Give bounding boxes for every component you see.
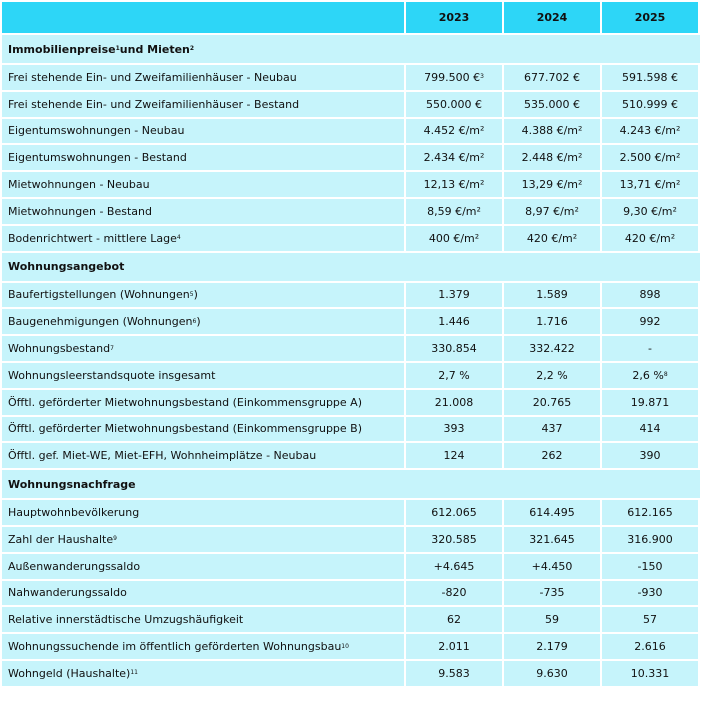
value-text: 321.645: [529, 532, 575, 546]
table-row: [2, 500, 702, 527]
value-cell: [504, 145, 602, 172]
value-cell: [406, 634, 504, 661]
row-label-text: Bodenrichtwert - mittlere Lage: [8, 231, 177, 245]
row-label: [2, 363, 406, 390]
value-cell: [504, 554, 602, 581]
value-cell: [602, 65, 700, 92]
value-text: 677.702 €: [524, 70, 580, 84]
value-text: 550.000 €: [426, 97, 482, 111]
row-label-suffix: ): [193, 288, 198, 302]
value-text: 262: [541, 449, 563, 463]
value-cell: [406, 554, 504, 581]
value-cell: [602, 661, 700, 688]
row-label: [2, 390, 406, 417]
value-text: 400 €/m²: [428, 231, 480, 245]
value-cell: [504, 390, 602, 417]
value-cell: [406, 607, 504, 634]
row-label: [2, 607, 406, 634]
row-label-text: Zahl der Haushalte: [8, 532, 114, 546]
row-label-text: Hauptwohnbevölkerung: [8, 506, 140, 520]
value-cell: [602, 417, 700, 444]
value-cell: [504, 417, 602, 444]
value-text: 2,2 %: [536, 368, 568, 382]
table-row: [2, 443, 702, 470]
value-cell: [504, 283, 602, 310]
value-text: 10.331: [630, 666, 670, 680]
table-header-row: [2, 2, 702, 35]
row-label-text: Frei stehende Ein- und Zweifamilienhäuser - Bestand: [8, 97, 300, 111]
value-text: -: [648, 342, 652, 356]
year-2025-header: 2025: [602, 2, 700, 35]
table-row: [2, 363, 702, 390]
value-cell: [504, 581, 602, 608]
row-label: [2, 500, 406, 527]
value-cell: [406, 226, 504, 253]
value-text: 414: [639, 422, 661, 436]
value-cell: [602, 634, 700, 661]
row-label: Baufertigstellungen (Wohnungen 5 ): [2, 283, 406, 310]
value-text: 13,29 €/m²: [521, 178, 583, 192]
value-cell: [602, 119, 700, 146]
value-cell: [504, 92, 602, 119]
row-label-text: Öfftl. geförderter Mietwohnungsbestand (Einkommensgruppe A): [8, 395, 362, 409]
table-row: [2, 226, 702, 253]
value-cell: [406, 145, 504, 172]
value-cell: [504, 500, 602, 527]
value-text: 1.446: [438, 315, 470, 329]
value-text: 2.500 €/m²: [619, 151, 681, 165]
value-text: 19.871: [630, 395, 670, 409]
table-row: [2, 417, 702, 444]
value-text: 4.452 €/m²: [423, 124, 485, 138]
row-label-text: Eigentumswohnungen - Bestand: [8, 151, 187, 165]
value-text: 124: [443, 449, 465, 463]
row-label-text: Baufertigstellungen (Wohnungen: [8, 288, 190, 302]
value-cell: [602, 554, 700, 581]
value-cell: [406, 172, 504, 199]
row-label: Zahl der Haushalte 9: [2, 527, 406, 554]
row-label-text: Öfftl. gef. Miet-WE, Miet-EFH, Wohnheimplätze - Neubau: [8, 449, 317, 463]
value-cell: [406, 92, 504, 119]
row-label-text: Baugenehmigungen (Wohnungen: [8, 315, 193, 329]
row-label: Bodenrichtwert - mittlere Lage 4: [2, 226, 406, 253]
value-cell: [504, 634, 602, 661]
value-text: 1.589: [536, 288, 568, 302]
row-label-suffix: ): [196, 315, 201, 329]
value-cell: [504, 661, 602, 688]
section-title: [2, 470, 702, 500]
value-text: 612.065: [431, 506, 477, 520]
value-text: 1.379: [438, 288, 470, 302]
table-row: [2, 92, 702, 119]
value-text: 4.243 €/m²: [619, 124, 681, 138]
value-cell: [504, 607, 602, 634]
value-cell: [602, 172, 700, 199]
row-label: [2, 92, 406, 119]
value-cell: [504, 363, 602, 390]
value-cell: [602, 607, 700, 634]
row-label-text: Öfftl. geförderter Mietwohnungsbestand (Einkommensgruppe B): [8, 422, 363, 436]
value-text: 8,59 €/m²: [427, 204, 481, 218]
value-text: 57: [643, 613, 657, 627]
value-cell: [406, 283, 504, 310]
row-label: [2, 145, 406, 172]
table-row: [2, 554, 702, 581]
value-text: 535.000 €: [524, 97, 580, 111]
value-text: -735: [539, 586, 565, 600]
value-cell: [504, 65, 602, 92]
value-text: 9.630: [536, 666, 568, 680]
table-row: [2, 390, 702, 417]
value-text: 393: [443, 422, 465, 436]
value-cell: [504, 119, 602, 146]
section-header-row: [2, 35, 702, 65]
value-cell: [602, 199, 700, 226]
value-text: 2.434 €/m²: [423, 151, 485, 165]
section-header-row: [2, 253, 702, 283]
table-row: [2, 199, 702, 226]
value-text: 2,7 %: [438, 368, 470, 382]
value-text: 2.179: [536, 640, 568, 654]
value-cell: 2,6 % 8: [602, 363, 700, 390]
value-text: -820: [441, 586, 467, 600]
value-cell: [406, 390, 504, 417]
row-label: [2, 581, 406, 608]
housing-data-table: [2, 2, 702, 688]
table-row: [2, 172, 702, 199]
value-cell: [504, 336, 602, 363]
row-label: Baugenehmigungen (Wohnungen 6 ): [2, 309, 406, 336]
value-text: 898: [639, 288, 661, 302]
value-text: 2,6 %: [632, 368, 664, 382]
row-label: Wohnungsbestand 7: [2, 336, 406, 363]
row-label: Wohnungssuchende im öffentlich geförderten Wohnungsbau 10: [2, 634, 406, 661]
value-text: +4.450: [531, 559, 573, 573]
row-label: [2, 554, 406, 581]
value-text: -150: [637, 559, 663, 573]
value-text: 612.165: [627, 506, 673, 520]
value-text: 59: [545, 613, 559, 627]
row-label: [2, 65, 406, 92]
row-label-text: Wohnungsleerstandsquote insgesamt: [8, 368, 216, 382]
value-text: 13,71 €/m²: [619, 178, 681, 192]
row-label: Wohngeld (Haushalte) 11: [2, 661, 406, 688]
value-text: 437: [541, 422, 563, 436]
row-label: [2, 199, 406, 226]
value-cell: [406, 443, 504, 470]
value-text: 9,30 €/m²: [623, 204, 677, 218]
row-label-text: Mietwohnungen - Neubau: [8, 178, 150, 192]
table-row: [2, 581, 702, 608]
value-cell: [602, 336, 700, 363]
value-text: 330.854: [431, 342, 477, 356]
value-text: 510.999 €: [622, 97, 678, 111]
row-label: [2, 443, 406, 470]
table-row: [2, 607, 702, 634]
value-text: 2.448 €/m²: [521, 151, 583, 165]
value-cell: 799.500 € 3: [406, 65, 504, 92]
value-text: 9.583: [438, 666, 470, 680]
value-cell: [504, 443, 602, 470]
value-text: 799.500 €: [424, 70, 481, 84]
year-2024-header: 2024: [504, 2, 602, 35]
row-label-text: Relative innerstädtische Umzugshäufigkeit: [8, 613, 244, 627]
value-text: 2.616: [634, 640, 666, 654]
value-text: 420 €/m²: [624, 231, 676, 245]
row-label-text: Wohngeld (Haushalte): [8, 666, 131, 680]
value-cell: [602, 309, 700, 336]
table-row: [2, 634, 702, 661]
value-cell: [406, 500, 504, 527]
row-label-text: Wohnungssuchende im öffentlich geförderten Wohnungsbau: [8, 640, 342, 654]
row-label-text: Nahwanderungssaldo: [8, 586, 127, 600]
value-text: -930: [637, 586, 663, 600]
value-text: 420 €/m²: [526, 231, 578, 245]
value-cell: [504, 527, 602, 554]
row-label-text: Eigentumswohnungen - Neubau: [8, 124, 185, 138]
row-label-text: Wohnungsbestand: [8, 342, 111, 356]
table-row: [2, 283, 702, 310]
value-cell: [406, 309, 504, 336]
value-cell: [406, 199, 504, 226]
value-text: 614.495: [529, 506, 575, 520]
value-text: 12,13 €/m²: [423, 178, 485, 192]
value-cell: [504, 309, 602, 336]
row-label-text: Frei stehende Ein- und Zweifamilienhäuser - Neubau: [8, 70, 297, 84]
table-row: [2, 145, 702, 172]
year-2023-header: 2023: [406, 2, 504, 35]
value-text: 4.388 €/m²: [521, 124, 583, 138]
value-cell: [406, 363, 504, 390]
value-text: 21.008: [434, 395, 474, 409]
value-cell: [602, 92, 700, 119]
value-text: +4.645: [433, 559, 475, 573]
value-cell: [602, 581, 700, 608]
section-title-text: Immobilienpreise: [8, 42, 116, 56]
row-label: [2, 417, 406, 444]
section-title: Immobilienpreise 1 und Mieten 2: [2, 35, 702, 65]
section-title-text: Wohnungsangebot: [8, 260, 125, 274]
section-header-row: [2, 470, 702, 500]
value-cell: [602, 443, 700, 470]
value-cell: [406, 417, 504, 444]
row-label-text: Außenwanderungssaldo: [8, 559, 141, 573]
value-text: 332.422: [529, 342, 575, 356]
value-cell: [602, 527, 700, 554]
section-title-text: Wohnungsnachfrage: [8, 477, 136, 491]
value-cell: [406, 119, 504, 146]
value-text: 8,97 €/m²: [525, 204, 579, 218]
section-title-text: und Mieten: [119, 42, 190, 56]
value-cell: [406, 581, 504, 608]
value-cell: [602, 390, 700, 417]
value-text: 62: [447, 613, 461, 627]
value-text: 992: [639, 315, 661, 329]
value-cell: [406, 336, 504, 363]
value-cell: [504, 226, 602, 253]
value-cell: [602, 226, 700, 253]
value-text: 316.900: [627, 532, 673, 546]
table-row: [2, 336, 702, 363]
value-text: 2.011: [438, 640, 470, 654]
table-row: [2, 309, 702, 336]
table-row: [2, 119, 702, 146]
value-cell: [504, 172, 602, 199]
value-text: 320.585: [431, 532, 477, 546]
table-body: [2, 35, 702, 688]
row-label: [2, 119, 406, 146]
table-row: [2, 527, 702, 554]
row-label: [2, 172, 406, 199]
value-text: 20.765: [532, 395, 572, 409]
value-cell: [406, 661, 504, 688]
value-cell: [602, 500, 700, 527]
table-row: [2, 661, 702, 688]
value-text: 1.716: [536, 315, 568, 329]
section-title: [2, 253, 702, 283]
value-text: 591.598 €: [622, 70, 678, 84]
header-label-cell: [2, 2, 406, 35]
value-cell: [504, 199, 602, 226]
row-label-text: Mietwohnungen - Bestand: [8, 204, 152, 218]
table-row: [2, 65, 702, 92]
value-cell: [602, 145, 700, 172]
value-text: 390: [639, 449, 661, 463]
value-cell: [406, 527, 504, 554]
value-cell: [602, 283, 700, 310]
